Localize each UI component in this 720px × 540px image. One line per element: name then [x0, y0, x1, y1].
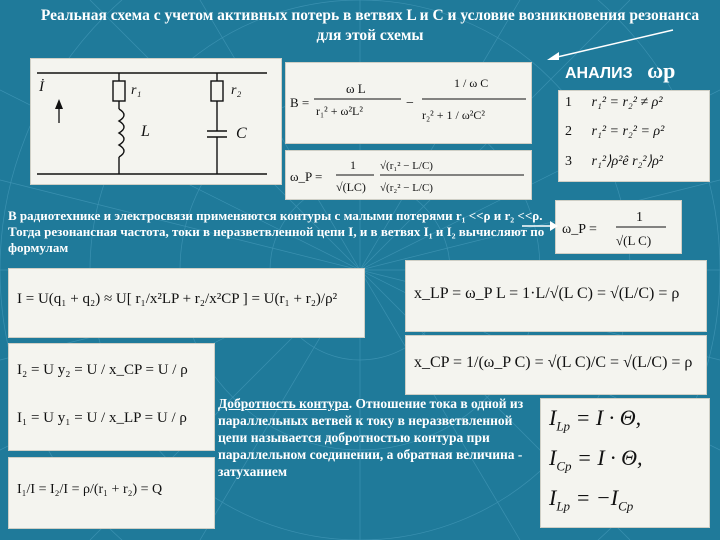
i-total-panel: [8, 268, 365, 338]
case-row: [565, 153, 663, 170]
omega-simple-den: √(L C): [616, 233, 652, 248]
b-n2: 1 / ω C: [454, 76, 489, 90]
omega-b: √(LC): [336, 180, 366, 194]
b-formula-panel: [285, 62, 532, 144]
ilp2-sub2: Cp: [618, 498, 634, 514]
b-n1: ω L: [346, 81, 366, 96]
case-condition: r₁²⟩ρ²ê r₂²⟩ρ²: [591, 154, 663, 169]
ratio-formula: I₁/I = I₂/I = ρ/(r₁ + r₂) = Q: [17, 482, 163, 497]
icp-sub: Cp: [556, 458, 572, 474]
ilp-rhs: = I · Θ,: [575, 405, 642, 430]
xcp-panel: [405, 335, 707, 395]
omega-arrow: [520, 216, 560, 236]
omega-d: √(r₂² − L/C): [380, 182, 433, 194]
case-row: [565, 95, 663, 111]
ilp-row: [549, 405, 641, 434]
quality-title: Добротность контура: [218, 396, 349, 411]
label-r1: r₁: [131, 83, 142, 98]
omega-c: √(r₁² − L/C): [380, 160, 433, 172]
case-number: 2: [565, 124, 572, 139]
current-ratio-panel: [540, 398, 710, 528]
omega-simple-num: 1: [636, 210, 643, 225]
ilp2-rhs: = −I: [575, 485, 619, 510]
ilp2-row: [549, 485, 633, 514]
case-number: 3: [565, 154, 572, 169]
label-r2: r₂: [231, 83, 242, 98]
ilp2-sub: Lp: [556, 498, 571, 514]
icp-row: [549, 445, 643, 474]
pointer-arrow: [545, 28, 675, 62]
analysis-symbol: ωр: [647, 58, 676, 83]
i-total-formula: I = U(q₁ + q₂) ≈ U[ r₁/x²LP + r₂/x²CP ] = U(r₁ + r₂)/ρ²: [17, 291, 338, 307]
slide-title: Реальная схема с учетом активных потерь в ветвях L и С и условие возникновения резонанса для этой схемы: [40, 7, 700, 44]
analysis-label: [565, 58, 675, 84]
b-lhs: B =: [290, 95, 310, 110]
main-paragraph: В радиотехнике и электросвязи применяются контуры с малыми потерями r₁ <<ρ и r₂ <<ρ. Тогда резонансная частота, токи в неразветвленной цепи I, и в ветвях I₁ и I₂ вычисляют по формулам: [8, 208, 545, 255]
omega-simple-panel: [555, 200, 682, 254]
label-current: İ: [39, 79, 44, 95]
case-row: [565, 124, 664, 140]
b-d1: r₁² + ω²L²: [316, 104, 363, 118]
case-condition: r₁² = r₂² = ρ²: [591, 124, 665, 139]
analysis-text: АНАЛИЗ: [565, 65, 633, 82]
ilp-sub: Lp: [556, 418, 571, 434]
quality-paragraph: [218, 395, 528, 480]
ratio-panel: [8, 457, 215, 529]
omega-a: 1: [350, 158, 356, 172]
b-d2: r₂² + 1 / ω²C²: [422, 108, 485, 122]
xcp-formula: x_CP = 1/(ω_P C) = √(L C)/C = √(L/C) = ρ: [414, 354, 693, 371]
analysis-cases-panel: [558, 90, 710, 182]
circuit-diagram: [31, 59, 281, 184]
label-L: L: [141, 123, 150, 140]
label-C: C: [236, 125, 247, 142]
xlp-formula: x_LP = ω_P L = 1·L/√(L C) = √(L/C) = ρ: [414, 285, 680, 302]
case-number: 1: [565, 95, 572, 110]
i2-formula: I₂ = U y₂ = U / x_CP = U / ρ: [17, 362, 188, 378]
omega-simple-lhs: ω_P =: [562, 222, 597, 237]
ilp2-lhs: I: [549, 485, 557, 510]
icp-lhs: I: [549, 445, 557, 470]
ilp-lhs: I: [549, 405, 557, 430]
i1-formula: I₁ = U y₁ = U / x_LP = U / ρ: [17, 410, 187, 426]
b-minus: −: [406, 96, 414, 111]
icp-rhs: = I · Θ,: [577, 445, 643, 470]
omega-lhs: ω_P =: [290, 169, 323, 184]
quality-text: . Отношение тока в одной из параллельных ветвей к току в неразветвленной цепи называется добротностью контура при параллельном соединении, а обратная величина - затуханием: [218, 396, 524, 479]
i2-i1-panel: [8, 343, 215, 451]
xlp-panel: [405, 260, 707, 332]
case-condition: r₁² = r₂² ≠ ρ²: [591, 95, 663, 110]
omega-formula-panel: [285, 150, 532, 200]
circuit-panel: [30, 58, 282, 185]
